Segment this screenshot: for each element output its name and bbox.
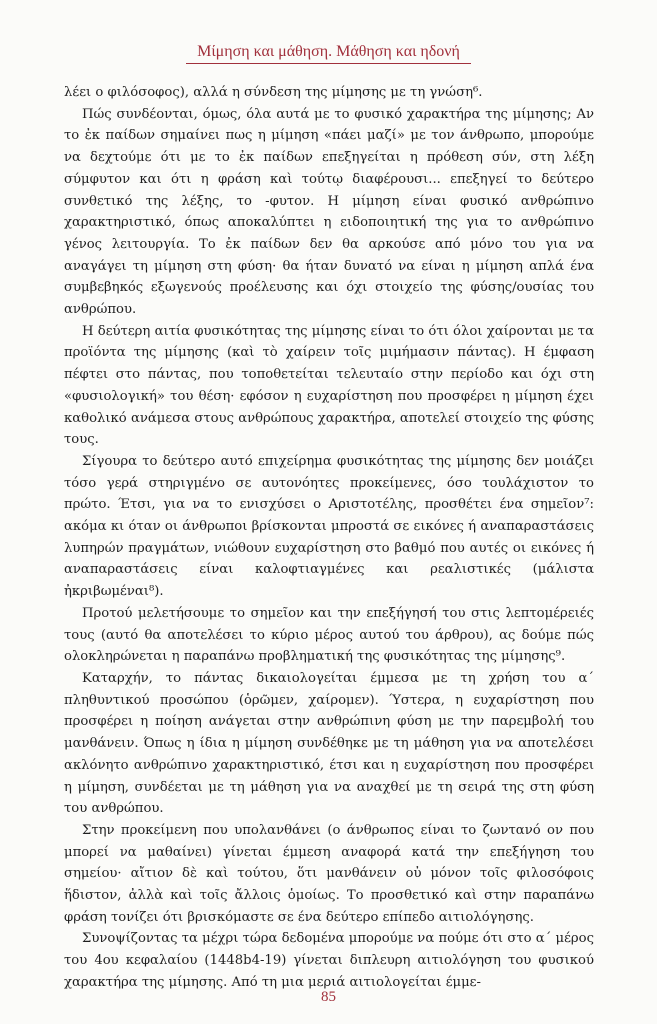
paragraph-1: λέει ο φιλόσοφος), αλλά η σύνδεση της μίμησης με τη γνώση⁶. bbox=[64, 85, 483, 100]
paragraph-5: Προτού μελετήσουμε το σημεῖον και την επεξήγησή του στις λεπτομέρειές τους (αυτό θα αποτελέσει το κύριο μέρος αυτού του άρθρου), ας δούμε πώς ολοκληρώνεται η παραπάνω προβληματική της φυσικότητας της μίμησης⁹. bbox=[64, 605, 594, 665]
paragraph-8: Συνοψίζοντας τα μέχρι τώρα δεδομένα μπορούμε να πούμε ότι στο α΄ μέρος του 4ου κεφαλαίου (1448b4-19) γίνεται διπλευρη αιτιολόγηση του φυσικού χαρακτήρα της μίμησης. Από τη μια μεριά αιτιολογείται έμμε- bbox=[64, 931, 594, 990]
paragraph-2: Πώς συνδέονται, όμως, όλα αυτά με το φυσικό χαρακτήρα της μίμησης; Αν το ἐκ παίδων σημαίνει πως η μίμηση «πάει μαζί» με τον άνθρωπο, μπορούμε να δεχτούμε ότι με το ἐκ παίδων επεξηγείται η πρόθεση σύν, στη λέξη σύμφυτον και ότι η φράση καὶ τούτῳ διαφέρουσι... επεξηγεί το δεύτερο συνθετικό της λέξης, το -φυτον. Η μίμηση είναι φυσικό ανθρώπινο χαρακτηριστικό, όπως αποκαλύπτει η ειδοποιητική της για το ανθρώπινο γένος λειτουργία. Το ἐκ παίδων δεν θα αρκούσε από μόνο του για να αναγάγει τη μίμηση στη φύση· θα ήταν δυνατό να είναι η μίμηση απλά ένα συμβεβηκός εξωγενούς προέλευσης και όχι στοιχείο της φύσης/ουσίας του ανθρώπου. bbox=[64, 106, 594, 318]
header-rule bbox=[186, 63, 471, 64]
page-number: 85 bbox=[321, 989, 336, 1005]
paragraph-4: Σίγουρα το δεύτερο αυτό επιχείρημα φυσικότητας της μίμησης δεν μοιάζει τόσο γερά στηριγμένο σε αυτονόητες προκείμενες, όσο τουλάχιστον το πρώτο. Έτσι, για να το ενισχύσει ο Αριστοτέλης, προσθέτει ένα σημεῖον⁷: ακόμα κι όταν οι άνθρωποι βρίσκονται μπροστά σε εικόνες ή αναπαραστάσεις λυπηρών πραγμάτων, νιώθουν ευχαρίστηση στο βαθμό που αυτές οι εικόνες ή αναπαραστάσεις είναι καλοφτιαγμένες και ρεαλιστικές (μάλιστα ἠκριβωμέναι⁸). bbox=[64, 453, 594, 600]
body-text bbox=[64, 82, 594, 994]
paragraph-7: Στην προκείμενη που υπολανθάνει (ο άνθρωπος είναι το ζωντανό ον που μπορεί να μαθαίνει) γίνεται έμμεση αναφορά κατά την επεξήγηση του σημείου· αἴτιον δὲ καὶ τούτου, ὅτι μανθάνειν οὐ μόνον τοῖς φιλοσόφοις ἥδιστον, ἀλλὰ καὶ τοῖς ἄλλοις ὁμοίως. Το προσθετικό καὶ στην παραπάνω φράση τονίζει ότι βρισκόμαστε σε ένα δεύτερο επίπεδο αιτιολόγησης. bbox=[64, 822, 594, 925]
paragraph-3: Η δεύτερη αιτία φυσικότητας της μίμησης είναι το ότι όλοι χαίρονται με τα προϊόντα της μίμησης (καὶ τὸ χαίρειν τοῖς μιμήμασιν πάντας). Η έμφαση πέφτει στο πάντας, που τοποθετείται τελευταίο στην περίοδο και όχι στη «φυσιολογική» του θέση· εφόσον η ευχαρίστηση που προσφέρει η μίμηση έχει καθολικό ανάμεσα στους ανθρώπους χαρακτήρα, αποτελεί στοιχείο της φύσης τους. bbox=[64, 323, 594, 448]
paragraph-6: Καταρχήν, το πάντας δικαιολογείται έμμεσα με τη χρήση του α΄ πληθυντικού προσώπου (ὁρῶμεν, χαίρομεν). Ύστερα, η ευχαρίστηση που προσφέρει η ποίηση ανάγεται στην ανθρώπινη φύση με την παρεμβολή του μανθάνειν. Όπως η ίδια η μίμηση συνδέθηκε με τη μάθηση για να αποτελέσει ακλόνητο ανθρώπινο χαρακτηριστικό, έτσι και η ευχαρίστηση που προσφέρει η μίμηση, συνδέεται με τη μάθηση για να αναχθεί με τη σειρά της στη φύση του ανθρώπου. bbox=[64, 670, 594, 817]
running-head: Μίμηση και μάθηση. Μάθηση και ηδονή bbox=[197, 43, 460, 60]
